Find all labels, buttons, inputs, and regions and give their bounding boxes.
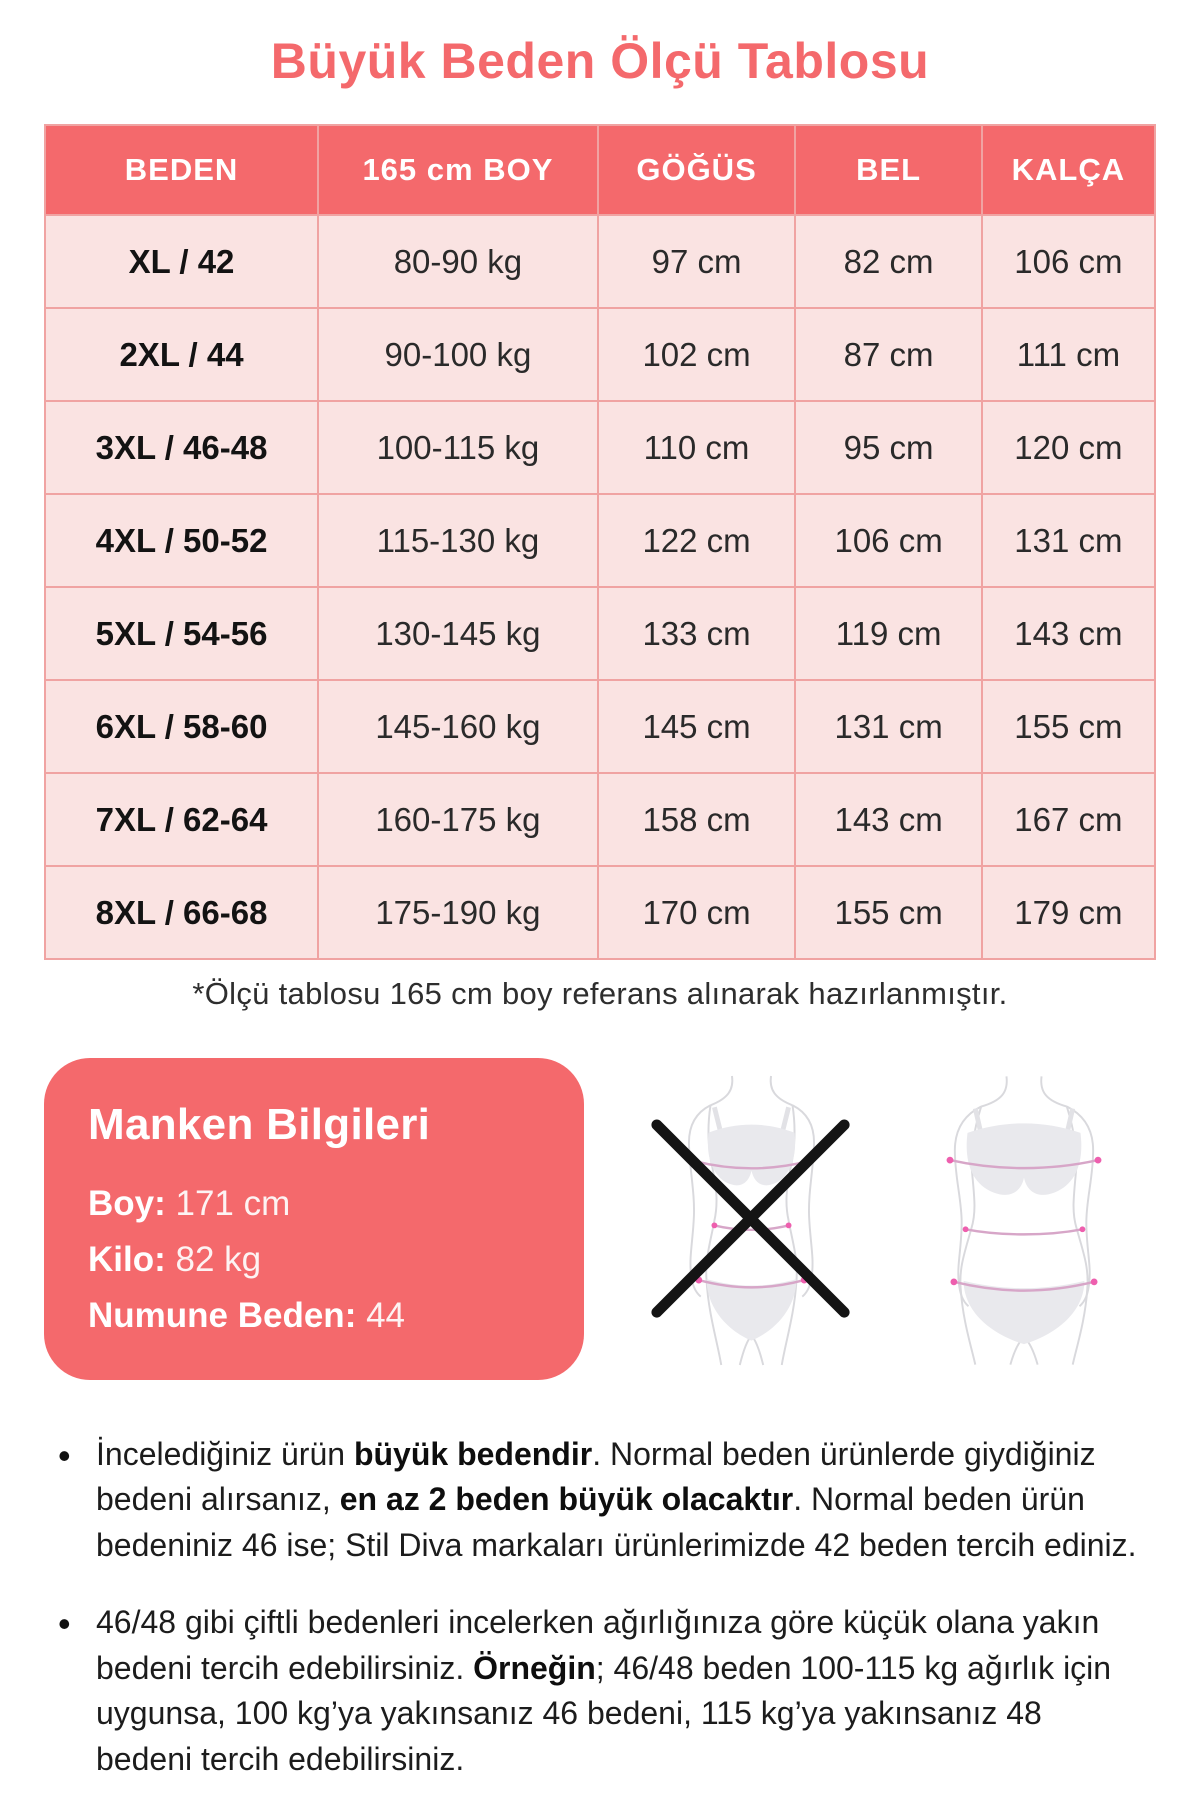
column-header: BEDEN bbox=[45, 125, 318, 215]
model-info-section bbox=[44, 1058, 1156, 1380]
size-cell: 5XL / 54-56 bbox=[45, 587, 318, 680]
measure-cell: 175-190 kg bbox=[318, 866, 598, 959]
table-footnote: *Ölçü tablosu 165 cm boy referans alınarak hazırlanmıştır. bbox=[192, 976, 1008, 1011]
measure-cell: 145 cm bbox=[598, 680, 796, 773]
model-field bbox=[88, 1288, 540, 1344]
column-header: BEL bbox=[795, 125, 981, 215]
measure-cell: 130-145 kg bbox=[318, 587, 598, 680]
table-row bbox=[45, 401, 1155, 494]
model-field bbox=[88, 1176, 540, 1232]
table-row bbox=[45, 587, 1155, 680]
table-row bbox=[45, 494, 1155, 587]
measure-cell: 106 cm bbox=[795, 494, 981, 587]
measurement-figures bbox=[628, 1058, 1156, 1367]
table-row bbox=[45, 680, 1155, 773]
measure-cell: 115-130 kg bbox=[318, 494, 598, 587]
measure-cell: 167 cm bbox=[982, 773, 1155, 866]
model-field-label: Numune Beden: bbox=[88, 1296, 357, 1335]
model-field bbox=[88, 1232, 540, 1288]
column-header: KALÇA bbox=[982, 125, 1155, 215]
measure-cell: 87 cm bbox=[795, 308, 981, 401]
size-table-header-row bbox=[45, 125, 1155, 215]
model-field-value: 171 cm bbox=[165, 1184, 291, 1223]
measure-cell: 120 cm bbox=[982, 401, 1155, 494]
table-row bbox=[45, 215, 1155, 308]
model-info-title: Manken Bilgileri bbox=[88, 1100, 431, 1149]
measure-cell: 106 cm bbox=[982, 215, 1155, 308]
model-info-card bbox=[44, 1058, 584, 1380]
measure-cell: 155 cm bbox=[795, 866, 981, 959]
notes-list bbox=[44, 1432, 1156, 1782]
measure-cell: 145-160 kg bbox=[318, 680, 598, 773]
measure-cell: 170 cm bbox=[598, 866, 796, 959]
measure-cell: 155 cm bbox=[982, 680, 1155, 773]
measure-cell: 119 cm bbox=[795, 587, 981, 680]
measure-cell: 111 cm bbox=[982, 308, 1155, 401]
measure-cell: 80-90 kg bbox=[318, 215, 598, 308]
measure-cell: 133 cm bbox=[598, 587, 796, 680]
model-field-label: Boy: bbox=[88, 1184, 166, 1223]
column-header: 165 cm BOY bbox=[318, 125, 598, 215]
waist-measure-line bbox=[965, 1229, 1082, 1234]
measure-cell: 158 cm bbox=[598, 773, 796, 866]
note-item: • 46/48 gibi çiftli bedenleri incelerken ağırlığınıza göre küçük olana yakın bedeni tercih edebilirsiniz. Örneğin; 46/48 beden 100-115 kg ağırlık için uygunsa, 100 kg’ya yakınsanız 46 bedeni, 115 kg’ya yakınsanız 48 bedeni tercih edebilirsiniz. bbox=[58, 1600, 1143, 1782]
plus-garments bbox=[963, 1109, 1084, 1345]
plus-figure-svg bbox=[912, 1074, 1136, 1367]
measure-cell: 102 cm bbox=[598, 308, 796, 401]
size-cell: 8XL / 66-68 bbox=[45, 866, 318, 959]
measure-cell: 143 cm bbox=[982, 587, 1155, 680]
measure-cell: 131 cm bbox=[982, 494, 1155, 587]
page-title: Büyük Beden Ölçü Tablosu bbox=[270, 33, 930, 89]
table-row bbox=[45, 866, 1155, 959]
table-row bbox=[45, 308, 1155, 401]
measure-cell: 179 cm bbox=[982, 866, 1155, 959]
model-field-value: 82 kg bbox=[165, 1240, 262, 1279]
measure-cell: 97 cm bbox=[598, 215, 796, 308]
column-header: GÖĞÜS bbox=[598, 125, 796, 215]
size-cell: XL / 42 bbox=[45, 215, 318, 308]
size-cell: 2XL / 44 bbox=[45, 308, 318, 401]
note-item: • İncelediğiniz ürün büyük bedendir. Normal beden ürünlerde giydiğiniz bedeni alırsanız, en az 2 beden büyük olacaktır. Normal beden ürün bedeniniz 46 ise; Stil Diva markaları ürünlerimizde 42 beden tercih ediniz. bbox=[58, 1432, 1143, 1568]
measure-cell: 82 cm bbox=[795, 215, 981, 308]
model-field-value: 44 bbox=[356, 1296, 406, 1335]
measure-cell: 110 cm bbox=[598, 401, 796, 494]
slim-figure-svg bbox=[649, 1074, 854, 1367]
size-cell: 7XL / 62-64 bbox=[45, 773, 318, 866]
measure-cell: 131 cm bbox=[795, 680, 981, 773]
measure-cell: 122 cm bbox=[598, 494, 796, 587]
slim-body-crossed-out-icon bbox=[649, 1074, 854, 1367]
model-info-fields bbox=[88, 1176, 540, 1344]
measure-cell: 100-115 kg bbox=[318, 401, 598, 494]
measure-cell: 95 cm bbox=[795, 401, 981, 494]
model-field-label: Kilo: bbox=[88, 1240, 166, 1279]
size-cell: 3XL / 46-48 bbox=[45, 401, 318, 494]
plus-size-body-measured-icon bbox=[912, 1074, 1136, 1367]
measure-cell: 143 cm bbox=[795, 773, 981, 866]
measure-cell: 160-175 kg bbox=[318, 773, 598, 866]
measure-cell: 90-100 kg bbox=[318, 308, 598, 401]
size-cell: 4XL / 50-52 bbox=[45, 494, 318, 587]
size-table bbox=[44, 124, 1156, 960]
size-cell: 6XL / 58-60 bbox=[45, 680, 318, 773]
table-row bbox=[45, 773, 1155, 866]
